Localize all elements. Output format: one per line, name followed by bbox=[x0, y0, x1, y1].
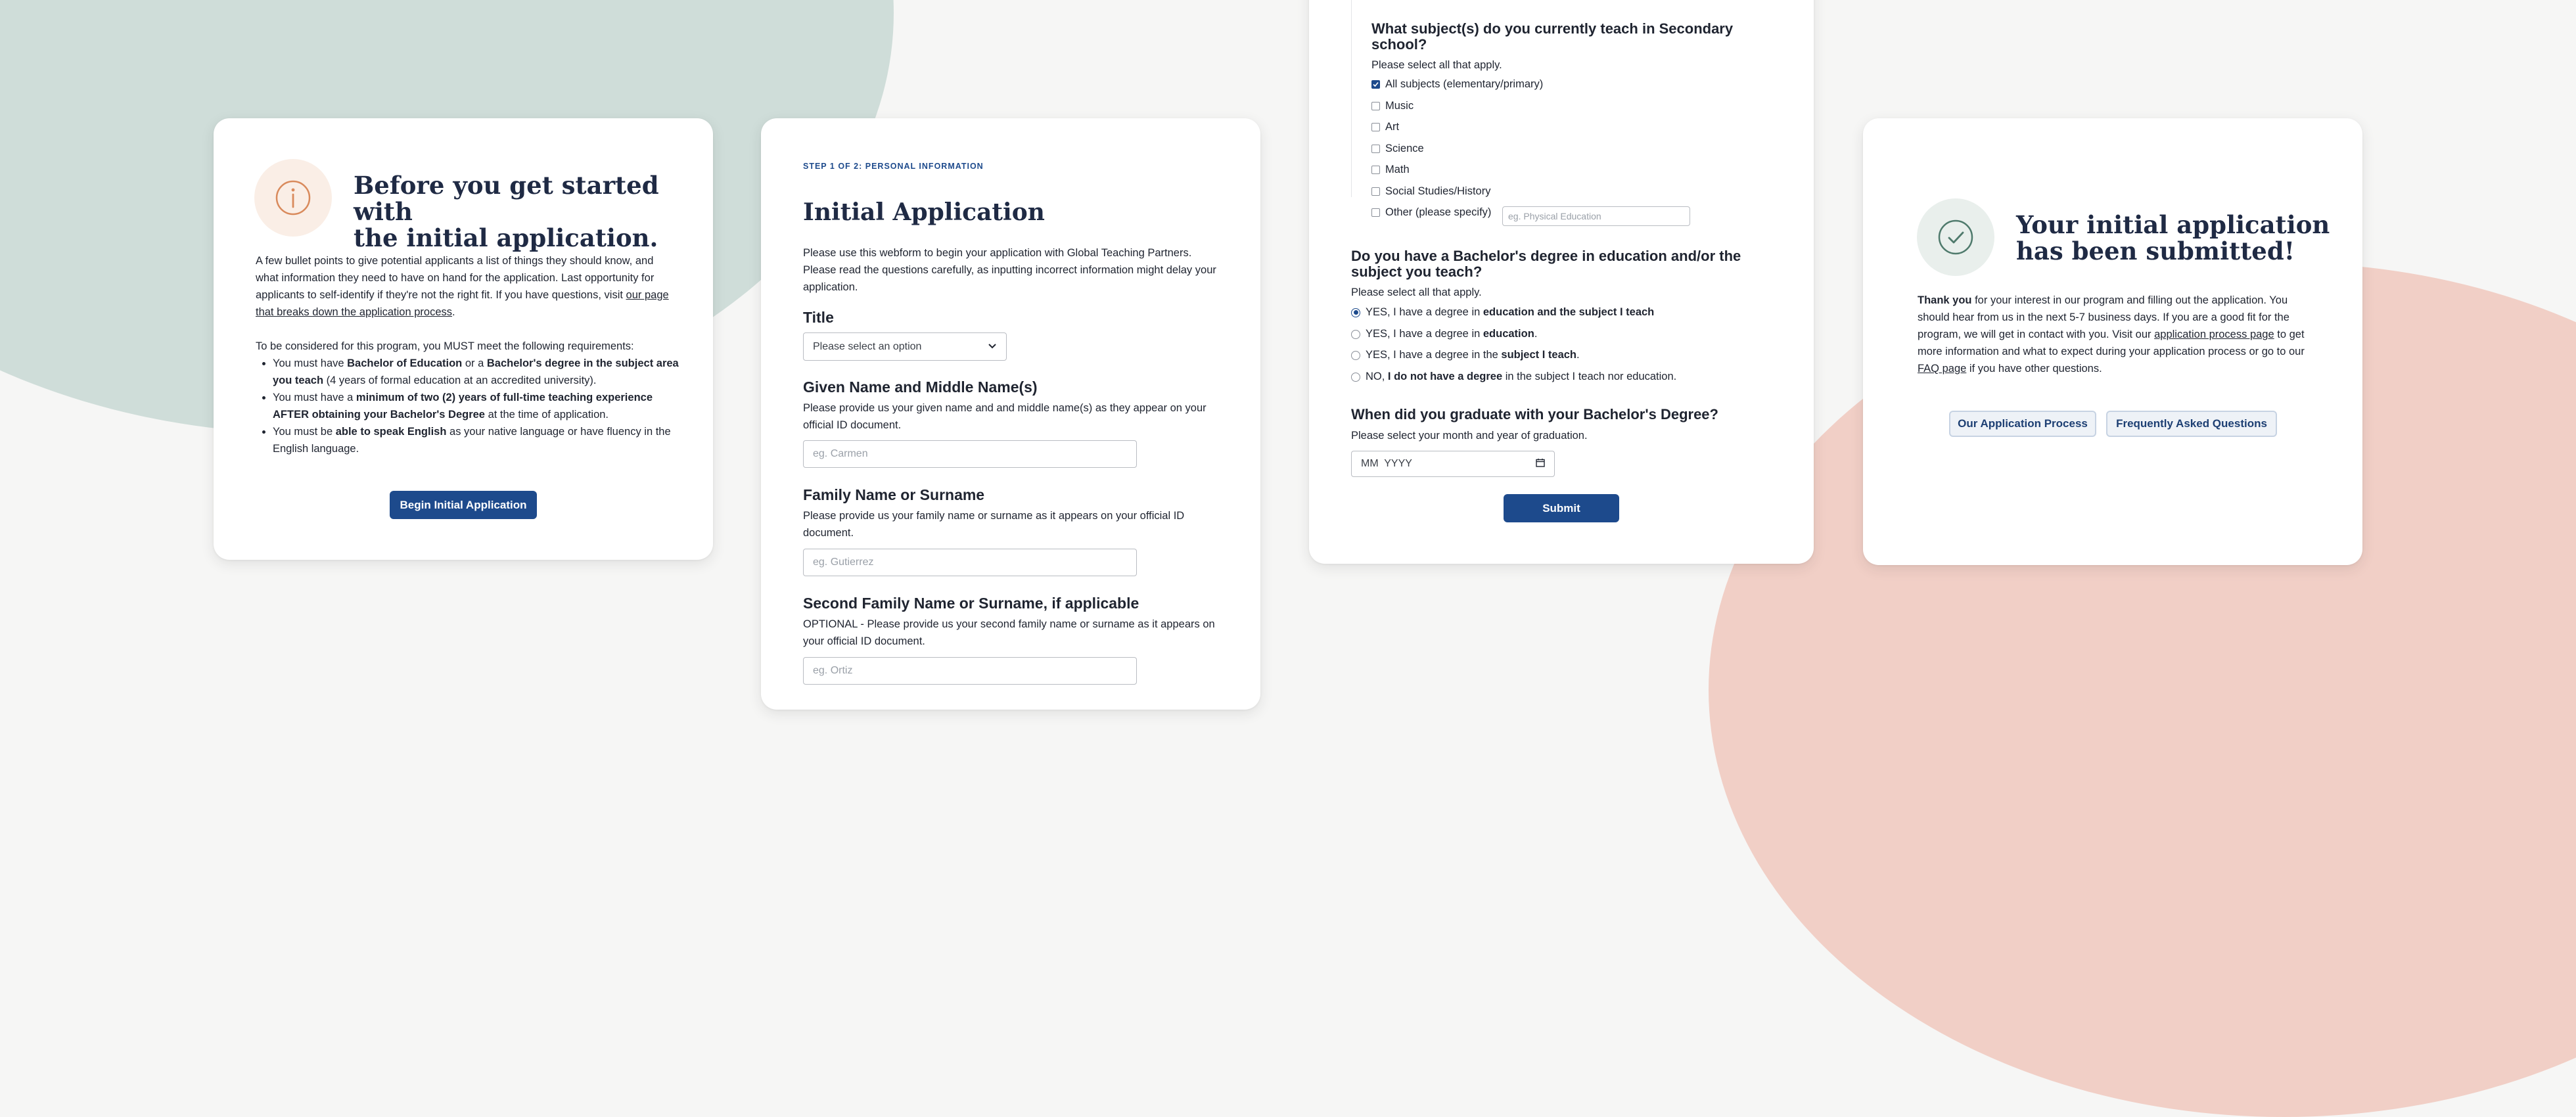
confirmation-title-line1: Your initial application bbox=[2016, 210, 2330, 239]
confirmation-text-c: to get more information and what to expect during your application process or go to our bbox=[1918, 329, 2305, 357]
confirmation-text-b: for your interest in our program and filling out the application. You should hear from us in the next 5-7 business days. If you are a good fit for the program, we will get in contact with you. Visit our bbox=[1918, 294, 2289, 340]
title-label: Title bbox=[803, 309, 834, 326]
graduation-date-value: MM YYYY bbox=[1361, 458, 1412, 469]
intro-end: . bbox=[452, 306, 455, 318]
radio-selected-icon bbox=[1351, 308, 1360, 317]
checkbox-icon bbox=[1371, 187, 1380, 196]
subjects-question: What subject(s) do you currently teach in Secondary school? bbox=[1371, 20, 1734, 53]
card1-intro bbox=[256, 252, 670, 321]
initial-application-card bbox=[761, 118, 1260, 710]
other-subject-input[interactable]: eg. Physical Education bbox=[1502, 206, 1690, 226]
degree-radio-both[interactable] bbox=[1351, 306, 1654, 319]
confirmation-title bbox=[2016, 212, 2330, 264]
title-select[interactable] bbox=[803, 332, 1007, 361]
req3-a: You must be bbox=[273, 426, 336, 438]
title-select-value: Please select an option bbox=[813, 340, 922, 352]
card1-title bbox=[354, 172, 713, 251]
checkbox-icon bbox=[1371, 208, 1380, 217]
degree-radio-no[interactable] bbox=[1351, 371, 1676, 383]
subject-checkbox-music[interactable] bbox=[1371, 100, 1414, 112]
checkbox-icon bbox=[1371, 145, 1380, 153]
checkbox-icon bbox=[1371, 123, 1380, 131]
subject-label: Other (please specify) bbox=[1385, 206, 1492, 218]
step-indicator: STEP 1 OF 2: PERSONAL INFORMATION bbox=[803, 162, 984, 171]
application-process-link[interactable]: our page that breaks down the application process bbox=[256, 289, 669, 318]
subject-label: Art bbox=[1385, 121, 1400, 133]
degree-opt-a: YES, I have a degree in the bbox=[1366, 349, 1502, 361]
second-family-name-label: Second Family Name or Surname, if applicable bbox=[803, 595, 1139, 612]
subject-checkbox-science[interactable] bbox=[1371, 143, 1424, 155]
degree-opt-c: . bbox=[1534, 328, 1538, 340]
faq-page-link[interactable]: FAQ page bbox=[1918, 363, 1967, 375]
page-title: Initial Application bbox=[803, 198, 1045, 226]
requirement-item bbox=[273, 389, 680, 423]
subject-label: Science bbox=[1385, 143, 1424, 154]
degree-opt-c: . bbox=[1576, 349, 1580, 361]
subjects-form-card bbox=[1309, 0, 1814, 564]
checkbox-icon bbox=[1371, 166, 1380, 174]
section-divider bbox=[1351, 0, 1352, 197]
graduation-question: When did you graduate with your Bachelor's Degree? bbox=[1351, 406, 1718, 422]
chevron-down-icon bbox=[988, 341, 997, 353]
req3-c: as your native language or have fluency in the English language. bbox=[273, 426, 671, 455]
begin-application-button[interactable]: Begin Initial Application bbox=[390, 491, 537, 519]
calendar-icon bbox=[1536, 458, 1545, 470]
degree-opt-c: in the subject I teach nor education. bbox=[1502, 371, 1677, 382]
subject-checkbox-social-studies[interactable] bbox=[1371, 185, 1490, 198]
degree-radio-education[interactable] bbox=[1351, 328, 1537, 340]
requirement-item bbox=[273, 355, 680, 389]
given-name-input[interactable]: eg. Carmen bbox=[803, 440, 1137, 468]
req3-b: able to speak English bbox=[335, 426, 447, 438]
subject-checkbox-all[interactable] bbox=[1371, 78, 1543, 91]
subject-checkbox-math[interactable] bbox=[1371, 164, 1410, 176]
before-you-start-card bbox=[214, 118, 713, 560]
faq-button[interactable]: Frequently Asked Questions bbox=[2106, 411, 2277, 437]
req2-c: at the time of application. bbox=[484, 409, 609, 421]
submit-button[interactable]: Submit bbox=[1504, 494, 1619, 522]
info-icon bbox=[254, 159, 332, 237]
req1-c: or a bbox=[462, 357, 487, 369]
subject-label: Math bbox=[1385, 164, 1410, 175]
requirement-item bbox=[273, 423, 680, 457]
subject-checkbox-art[interactable] bbox=[1371, 121, 1399, 133]
degree-opt-a: YES, I have a degree in bbox=[1366, 306, 1483, 318]
intro-text: A few bullet points to give potential applicants a list of things they should know, and what information they need to have on hand for the application. Last opportunity for applicants to self-identify if they're not the right fit. If you have questions, visit bbox=[256, 255, 655, 301]
family-name-help: Please provide us your family name or surname as it appears on your official ID document. bbox=[803, 510, 1185, 539]
submission-confirmation-card bbox=[1863, 118, 2362, 565]
confirmation-text-d: if you have other questions. bbox=[1966, 363, 2102, 375]
degree-opt-a: NO, bbox=[1366, 371, 1388, 382]
card1-title-line2: the initial application. bbox=[354, 223, 658, 252]
subject-label: Music bbox=[1385, 100, 1414, 112]
card2-intro: Please use this webform to begin your application with Global Teaching Partners. Please read the questions carefully, as inputting incorrect information might delay your application. bbox=[803, 247, 1216, 293]
thank-you-text: Thank you bbox=[1918, 294, 1972, 306]
radio-icon bbox=[1351, 330, 1360, 339]
given-name-label: Given Name and Middle Name(s) bbox=[803, 378, 1038, 396]
degree-opt-b: education bbox=[1483, 328, 1534, 340]
degree-opt-b: education and the subject I teach bbox=[1483, 306, 1655, 318]
degree-radio-subject[interactable] bbox=[1351, 349, 1580, 361]
requirements-intro: To be considered for this program, you MUST meet the following requirements: bbox=[256, 340, 634, 352]
subjects-help: Please select all that apply. bbox=[1371, 59, 1502, 71]
degree-opt-b: subject I teach bbox=[1501, 349, 1577, 361]
graduation-date-input[interactable] bbox=[1351, 451, 1555, 477]
confirmation-title-line2: has been submitted! bbox=[2016, 237, 2295, 265]
requirements-list bbox=[256, 355, 680, 457]
confirmation-text bbox=[1918, 292, 2312, 377]
degree-opt-a: YES, I have a degree in bbox=[1366, 328, 1483, 340]
req1-b: Bachelor of Education bbox=[347, 357, 463, 369]
check-icon bbox=[1917, 198, 1994, 276]
subject-label: All subjects (elementary/primary) bbox=[1385, 78, 1544, 90]
given-name-help: Please provide us your given name and and middle name(s) as they appear on your official ID document. bbox=[803, 402, 1207, 431]
family-name-label: Family Name or Surname bbox=[803, 486, 985, 503]
checkbox-icon bbox=[1371, 102, 1380, 110]
req1-d: Bachelor's degree in the subject area you teach bbox=[273, 357, 679, 386]
card1-title-line1: Before you get started with bbox=[354, 171, 659, 226]
subject-label: Social Studies/History bbox=[1385, 185, 1491, 197]
degree-help: Please select all that apply. bbox=[1351, 286, 1482, 298]
graduation-help: Please select your month and year of graduation. bbox=[1351, 430, 1588, 442]
degree-question: Do you have a Bachelor's degree in education and/or the subject you teach? bbox=[1351, 248, 1741, 280]
family-name-input[interactable]: eg. Gutierrez bbox=[803, 549, 1137, 576]
req1-a: You must have bbox=[273, 357, 348, 369]
req1-e: (4 years of formal education at an accredited university). bbox=[323, 375, 597, 386]
degree-opt-b: I do not have a degree bbox=[1387, 371, 1503, 382]
radio-icon bbox=[1351, 351, 1360, 360]
our-application-process-button[interactable]: Our Application Process bbox=[1949, 411, 2096, 437]
radio-icon bbox=[1351, 373, 1360, 382]
second-family-name-input[interactable]: eg. Ortiz bbox=[803, 657, 1137, 685]
req2-a: You must have a bbox=[273, 392, 356, 403]
checkbox-checked-icon bbox=[1371, 80, 1380, 89]
req2-b: minimum of two (2) years of full-time teaching experience AFTER obtaining your Bachelor's Degree bbox=[273, 392, 653, 421]
second-family-name-help: OPTIONAL - Please provide us your second family name or surname as it appears on your official ID document. bbox=[803, 618, 1215, 647]
subject-checkbox-other[interactable] bbox=[1371, 206, 1491, 219]
application-process-page-link[interactable]: application process page bbox=[2154, 329, 2274, 340]
